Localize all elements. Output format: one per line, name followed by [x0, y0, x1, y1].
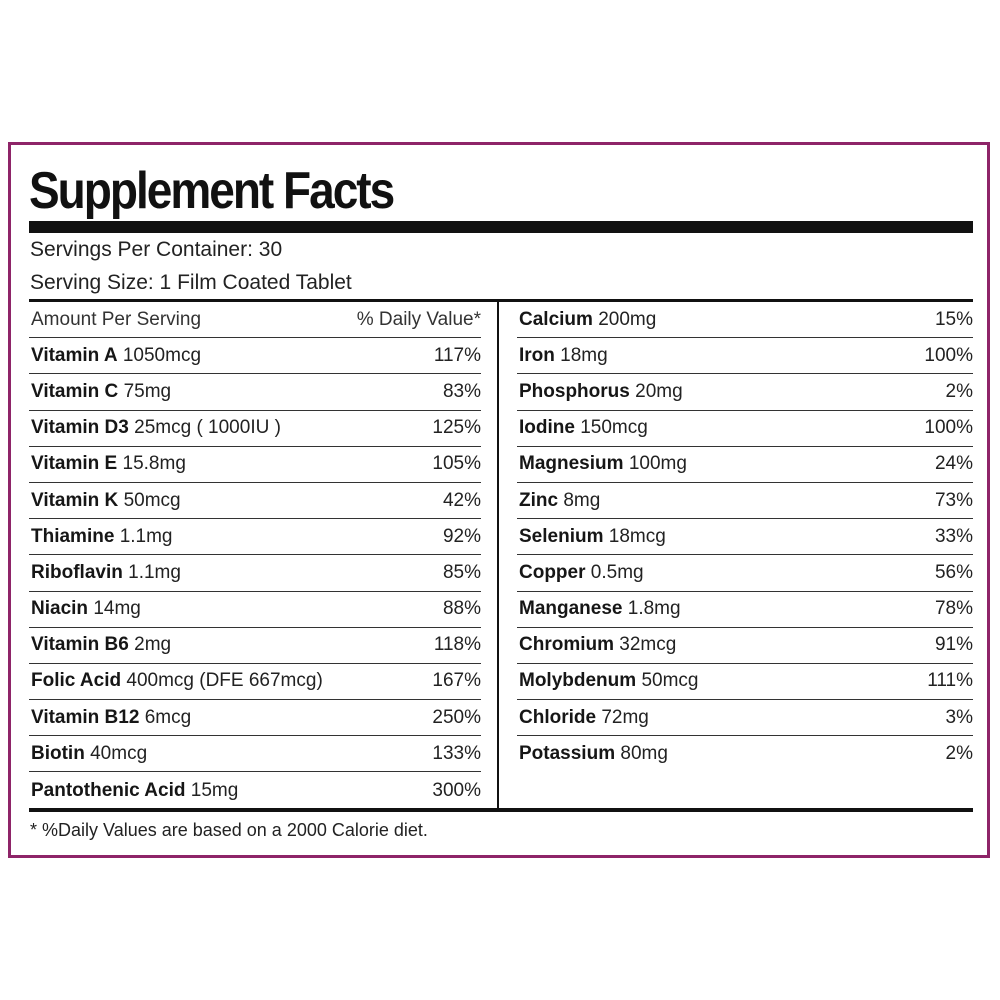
nutrient-name: Vitamin K — [31, 489, 119, 511]
nutrient-row — [29, 483, 481, 519]
nutrient-name: Biotin — [31, 742, 85, 764]
amount-per-serving-header: Amount Per Serving — [31, 308, 202, 330]
daily-value-percent: 133% — [432, 742, 481, 764]
nutrient-label — [519, 309, 656, 331]
nutrient-amount: 14mg — [93, 598, 141, 620]
nutrient-row — [29, 374, 481, 410]
daily-value-percent: 56% — [934, 561, 973, 583]
servings-per-container: Servings Per Container: 30 — [30, 238, 283, 261]
nutrient-label — [519, 417, 648, 439]
nutrient-label — [31, 381, 171, 403]
daily-value-percent: 91% — [934, 634, 973, 656]
nutrient-row — [29, 519, 481, 555]
nutrient-amount: 1050mcg — [122, 344, 202, 366]
nutrient-name: Folic Acid — [31, 670, 122, 692]
nutrient-row — [517, 736, 973, 772]
nutrient-amount: 8mg — [563, 489, 601, 511]
daily-value-footnote: * %Daily Values are based on a 2000 Calorie diet. — [30, 820, 428, 840]
nutrient-row — [517, 447, 973, 483]
nutrient-column-left — [29, 302, 481, 809]
nutrient-name: Copper — [519, 561, 586, 583]
nutrient-row — [517, 628, 973, 664]
nutrient-name: Vitamin B6 — [31, 634, 129, 656]
daily-value-percent: 73% — [934, 489, 973, 511]
nutrient-label — [519, 453, 687, 475]
nutrient-amount: 32mcg — [619, 634, 677, 656]
nutrient-row — [29, 736, 481, 772]
nutrient-amount: 1.1mg — [128, 561, 181, 583]
nutrient-name: Pantothenic Acid — [31, 779, 186, 801]
nutrient-label — [519, 670, 698, 692]
nutrient-name: Magnesium — [519, 453, 624, 475]
nutrient-label — [31, 417, 281, 439]
nutrient-amount: 18mcg — [608, 525, 666, 547]
nutrient-row — [517, 302, 973, 338]
nutrient-row — [517, 592, 973, 628]
nutrient-amount: 72mg — [601, 706, 649, 728]
nutrient-amount: 2mg — [134, 634, 172, 656]
column-divider — [497, 302, 499, 808]
nutrient-amount: 20mg — [635, 380, 683, 402]
nutrient-label — [31, 670, 323, 692]
daily-value-percent: 83% — [442, 380, 481, 402]
nutrient-name: Molybdenum — [519, 670, 637, 692]
daily-value-percent: 78% — [934, 598, 973, 620]
nutrient-amount: 6mcg — [144, 706, 192, 728]
nutrient-amount: 100mg — [628, 453, 687, 475]
column-header-row — [29, 302, 481, 338]
daily-value-percent: 85% — [442, 561, 481, 583]
nutrient-name: Zinc — [519, 489, 559, 511]
daily-value-percent: 2% — [945, 743, 973, 765]
daily-value-percent: 118% — [433, 634, 481, 656]
nutrient-row — [517, 374, 973, 410]
nutrient-label — [31, 526, 173, 548]
daily-value-percent: 105% — [432, 453, 481, 475]
nutrient-label — [519, 526, 666, 548]
nutrient-name: Iodine — [519, 417, 575, 439]
daily-value-percent: 250% — [432, 706, 481, 728]
nutrient-amount: 1.1mg — [119, 525, 173, 547]
nutrient-amount: 400mcg (DFE 667mcg) — [126, 670, 323, 692]
nutrient-row — [29, 338, 481, 374]
nutrient-row — [29, 772, 481, 808]
nutrient-row — [517, 411, 973, 447]
nutrient-row — [517, 519, 973, 555]
nutrient-row — [29, 664, 481, 700]
nutrient-amount: 80mg — [620, 743, 668, 765]
daily-value-percent: 167% — [432, 670, 481, 692]
daily-value-percent: 100% — [924, 417, 973, 439]
nutrient-amount: 50mcg — [641, 670, 699, 692]
nutrient-label — [519, 381, 683, 403]
daily-value-percent: 111% — [927, 670, 973, 692]
nutrient-label — [31, 634, 171, 656]
nutrient-name: Calcium — [519, 308, 593, 330]
nutrient-column-right — [517, 302, 973, 772]
nutrient-name: Thiamine — [31, 525, 115, 547]
nutrient-label — [31, 780, 238, 802]
daily-value-percent: 92% — [442, 525, 481, 547]
nutrient-name: Manganese — [519, 598, 623, 620]
serving-size: Serving Size: 1 Film Coated Tablet — [30, 271, 352, 294]
supplement-facts-panel — [8, 142, 990, 858]
daily-value-percent: 125% — [432, 417, 481, 439]
daily-value-percent: 88% — [442, 598, 481, 620]
nutrient-name: Vitamin D3 — [31, 417, 129, 439]
nutrient-amount: 15.8mg — [122, 453, 186, 475]
daily-value-percent: 100% — [924, 344, 973, 366]
nutrient-amount: 0.5mg — [590, 561, 644, 583]
label-title: Supplement Facts — [29, 161, 394, 220]
nutrient-row — [29, 447, 481, 483]
nutrient-row — [29, 411, 481, 447]
nutrient-row — [29, 700, 481, 736]
nutrient-name: Iron — [519, 344, 555, 366]
nutrient-name: Phosphorus — [519, 380, 630, 402]
nutrient-amount: 1.8mg — [627, 598, 681, 620]
daily-value-percent: 33% — [934, 525, 973, 547]
nutrient-name: Niacin — [31, 598, 89, 620]
nutrient-name: Chloride — [519, 706, 597, 728]
nutrient-amount: 50mcg — [123, 489, 181, 511]
nutrient-name: Potassium — [519, 743, 616, 765]
nutrient-list-left — [29, 338, 481, 808]
daily-value-percent: 117% — [433, 344, 481, 366]
nutrient-row — [517, 555, 973, 591]
nutrient-row — [29, 555, 481, 591]
daily-value-percent: 300% — [432, 779, 481, 801]
nutrient-label — [31, 562, 181, 584]
nutrient-name: Riboflavin — [31, 561, 123, 583]
nutrient-list-right — [517, 302, 973, 772]
nutrient-label — [519, 490, 600, 512]
nutrient-row — [517, 338, 973, 374]
nutrient-label — [31, 707, 191, 729]
nutrient-amount: 75mg — [123, 380, 172, 402]
nutrient-label — [519, 743, 668, 765]
nutrient-amount: 200mg — [598, 308, 657, 330]
nutrient-row — [517, 483, 973, 519]
nutrient-label — [31, 490, 181, 512]
daily-value-percent: 42% — [442, 489, 481, 511]
nutrient-row — [517, 664, 973, 700]
daily-value-header: % Daily Value* — [356, 308, 481, 330]
nutrient-amount: 18mg — [560, 344, 608, 366]
nutrient-amount: 25mcg ( 1000IU ) — [134, 417, 281, 439]
nutrient-amount: 150mcg — [580, 417, 648, 439]
nutrient-label — [31, 453, 186, 475]
nutrient-name: Chromium — [519, 634, 614, 656]
nutrient-label — [519, 634, 676, 656]
daily-value-percent: 2% — [945, 380, 973, 402]
nutrient-name: Vitamin C — [31, 380, 119, 402]
nutrient-label — [519, 562, 644, 584]
nutrient-name: Selenium — [519, 525, 604, 547]
footnote-divider — [29, 808, 973, 812]
nutrient-label — [519, 598, 681, 620]
nutrient-amount: 40mcg — [90, 742, 148, 764]
nutrient-label — [31, 743, 147, 765]
nutrient-row — [29, 592, 481, 628]
nutrient-row — [29, 628, 481, 664]
nutrient-amount: 15mg — [190, 779, 239, 801]
title-divider-bar — [29, 221, 973, 233]
nutrient-label — [31, 345, 201, 367]
nutrient-name: Vitamin E — [31, 453, 118, 475]
nutrient-row — [517, 700, 973, 736]
nutrient-name: Vitamin A — [31, 344, 118, 366]
daily-value-percent: 24% — [934, 453, 973, 475]
daily-value-percent: 3% — [945, 706, 973, 728]
nutrient-label — [31, 598, 141, 620]
nutrient-label — [519, 345, 608, 367]
nutrient-name: Vitamin B12 — [31, 706, 140, 728]
daily-value-percent: 15% — [934, 308, 973, 330]
nutrient-label — [519, 707, 649, 729]
